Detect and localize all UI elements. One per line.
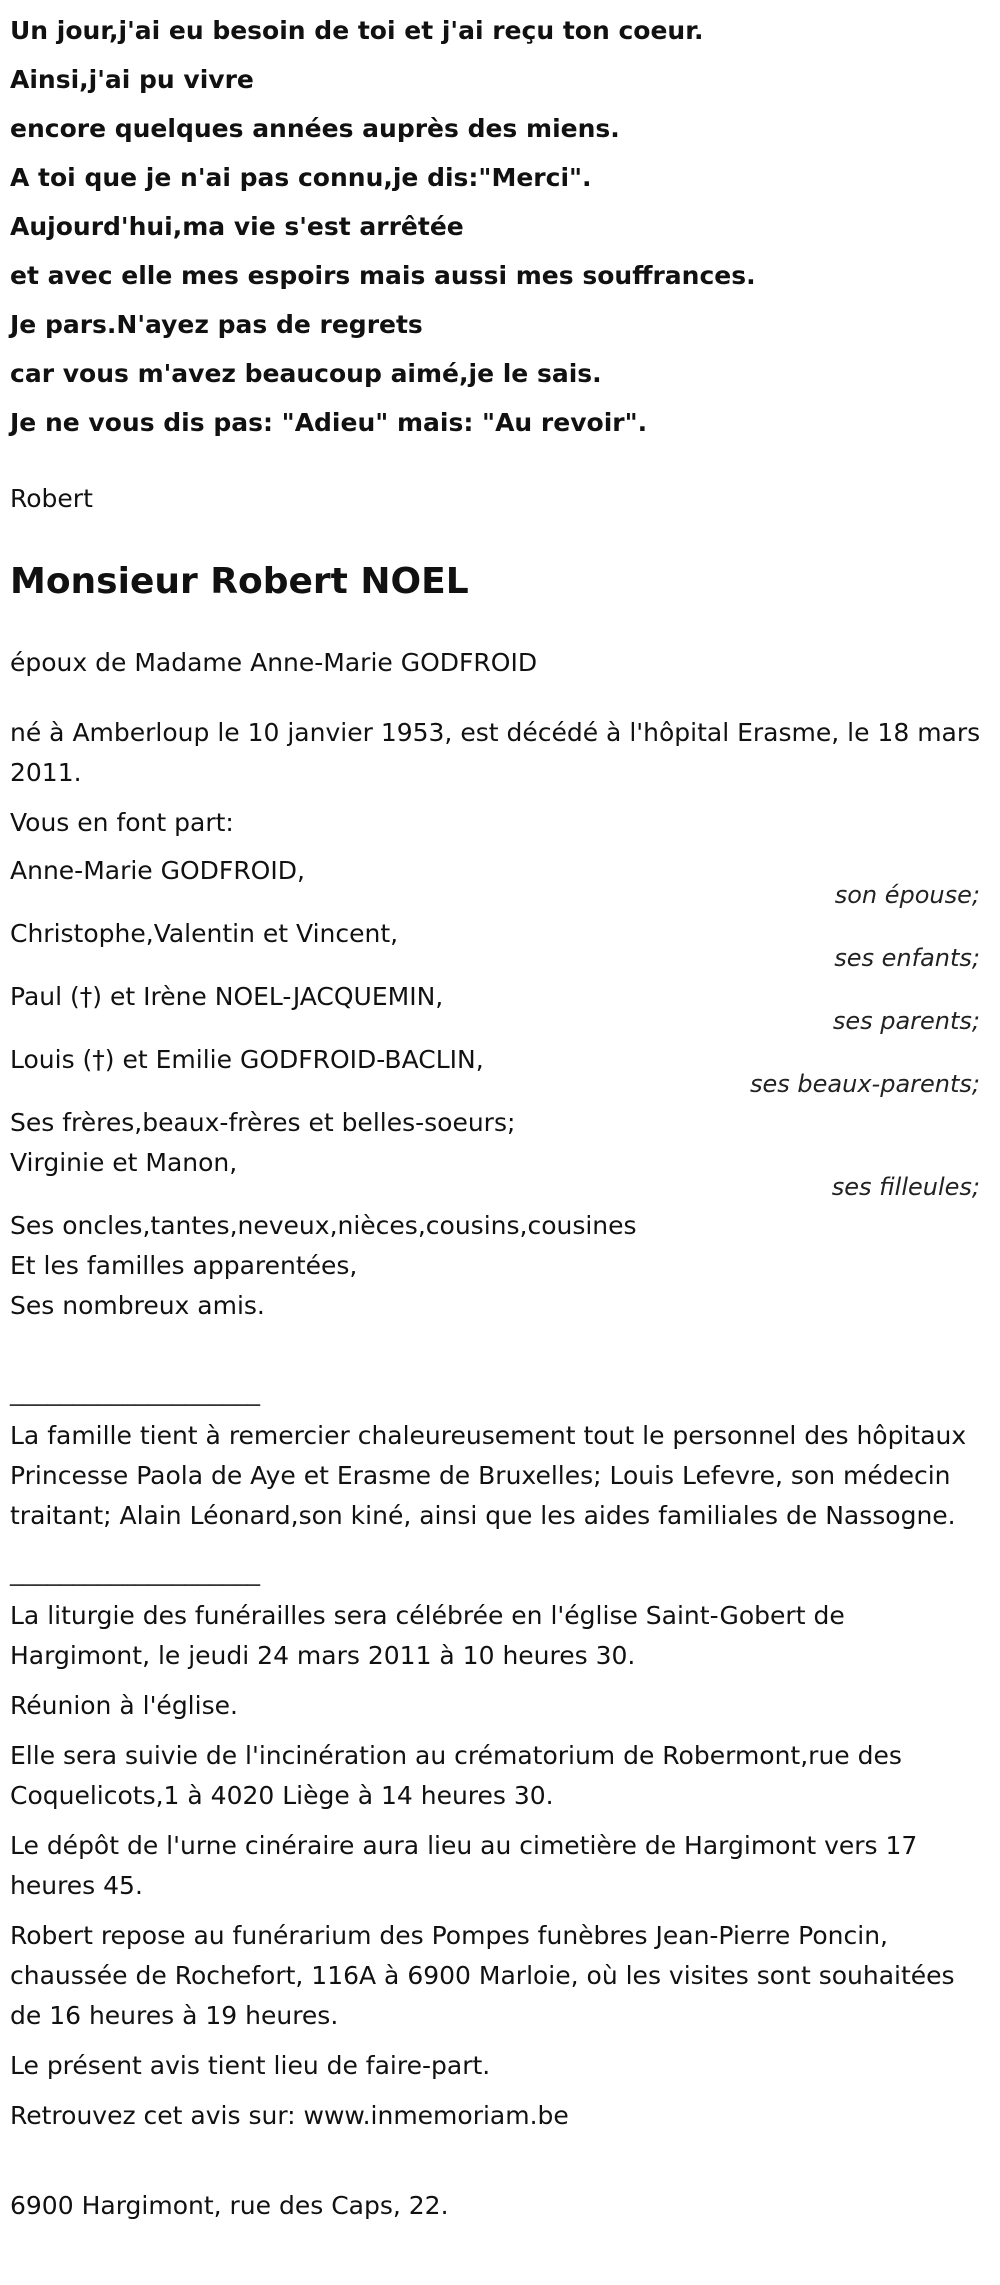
family-row <box>10 1040 990 1103</box>
poem-line: Un jour,j'ai eu besoin de toi et j'ai reçu ton coeur. <box>10 16 704 45</box>
family-role: ses parents; <box>832 1007 980 1035</box>
siblings-line: Ses frères,beaux-frères et belles-soeurs; <box>10 1108 516 1137</box>
poem <box>10 0 990 447</box>
deceased-name: Monsieur Robert NOEL <box>10 561 469 602</box>
spouse-line: époux de Madame Anne-Marie GODFROID <box>10 648 538 677</box>
poem-line: car vous m'avez beaucoup aimé,je le sais. <box>10 359 602 388</box>
extended-family-line: Ses nombreux amis. <box>10 1291 265 1320</box>
family-row <box>10 914 990 977</box>
poem-signature: Robert <box>10 484 93 513</box>
funeral-paragraph: Le présent avis tient lieu de faire-part. <box>10 2051 491 2080</box>
poem-line: Je ne vous dis pas: "Adieu" mais: "Au revoir". <box>10 408 648 437</box>
poem-line: et avec elle mes espoirs mais aussi mes souffrances. <box>10 261 756 290</box>
funeral-paragraph: Réunion à l'église. <box>10 1691 238 1720</box>
family-role: ses filleules; <box>831 1173 980 1201</box>
family-role: ses beaux-parents; <box>750 1070 980 1098</box>
poem-line: Je pars.N'ayez pas de regrets <box>10 310 423 339</box>
family-role: son épouse; <box>834 881 980 909</box>
family-role: ses enfants; <box>834 944 980 972</box>
funeral-paragraph: Robert repose au funérarium des Pompes funèbres Jean-Pierre Poncin, chaussée de Rochefort, 116A à 6900 Marloie, où les visites sont souhaitées de 16 heures à 19 heures. <box>10 1921 955 2030</box>
family-row <box>10 1143 990 1206</box>
family-names: Paul (†) et Irène NOEL-JACQUEMIN, <box>10 982 444 1011</box>
birth-death-info: né à Amberloup le 10 janvier 1953, est décédé à l'hôpital Erasme, le 18 mars 2011. <box>10 718 981 787</box>
poem-line: Aujourd'hui,ma vie s'est arrêtée <box>10 212 464 241</box>
poem-line: Ainsi,j'ai pu vivre <box>10 65 254 94</box>
announcement-intro: Vous en font part: <box>10 808 234 837</box>
thanks-paragraph: La famille tient à remercier chaleureusement tout le personnel des hôpitaux Princesse Paola de Aye et Erasme de Bruxelles; Louis Lefevre, son médecin traitant; Alain Léonard,son kiné, ainsi que les aides familiales de Nassogne. <box>10 1421 967 1530</box>
poem-line: encore quelques années auprès des miens. <box>10 114 620 143</box>
extended-family-line: Ses oncles,tantes,neveux,nièces,cousins,cousines <box>10 1211 637 1240</box>
family-names: Virginie et Manon, <box>10 1148 238 1177</box>
family-address: 6900 Hargimont, rue des Caps, 22. <box>10 2191 449 2220</box>
family-row <box>10 851 990 914</box>
family-names: Louis (†) et Emilie GODFROID-BACLIN, <box>10 1045 484 1074</box>
funeral-paragraph: Retrouvez cet avis sur: www.inmemoriam.be <box>10 2101 569 2130</box>
section-divider: ____________________ <box>10 1557 260 1586</box>
section-divider: ____________________ <box>10 1377 260 1406</box>
family-row <box>10 977 990 1040</box>
poem-line: A toi que je n'ai pas connu,je dis:"Merci". <box>10 163 592 192</box>
funeral-paragraph: La liturgie des funérailles sera célébrée en l'église Saint-Gobert de Hargimont, le jeudi 24 mars 2011 à 10 heures 30. <box>10 1601 845 1670</box>
family-names: Anne-Marie GODFROID, <box>10 856 305 885</box>
funeral-paragraph: Elle sera suivie de l'incinération au crématorium de Robermont,rue des Coquelicots,1 à 4020 Liège à 14 heures 30. <box>10 1741 902 1810</box>
funeral-info <box>10 1596 990 2136</box>
extended-family-line: Et les familles apparentées, <box>10 1251 358 1280</box>
family-list <box>10 851 990 1326</box>
funeral-paragraph: Le dépôt de l'urne cinéraire aura lieu au cimetière de Hargimont vers 17 heures 45. <box>10 1831 918 1900</box>
family-names: Christophe,Valentin et Vincent, <box>10 919 399 948</box>
